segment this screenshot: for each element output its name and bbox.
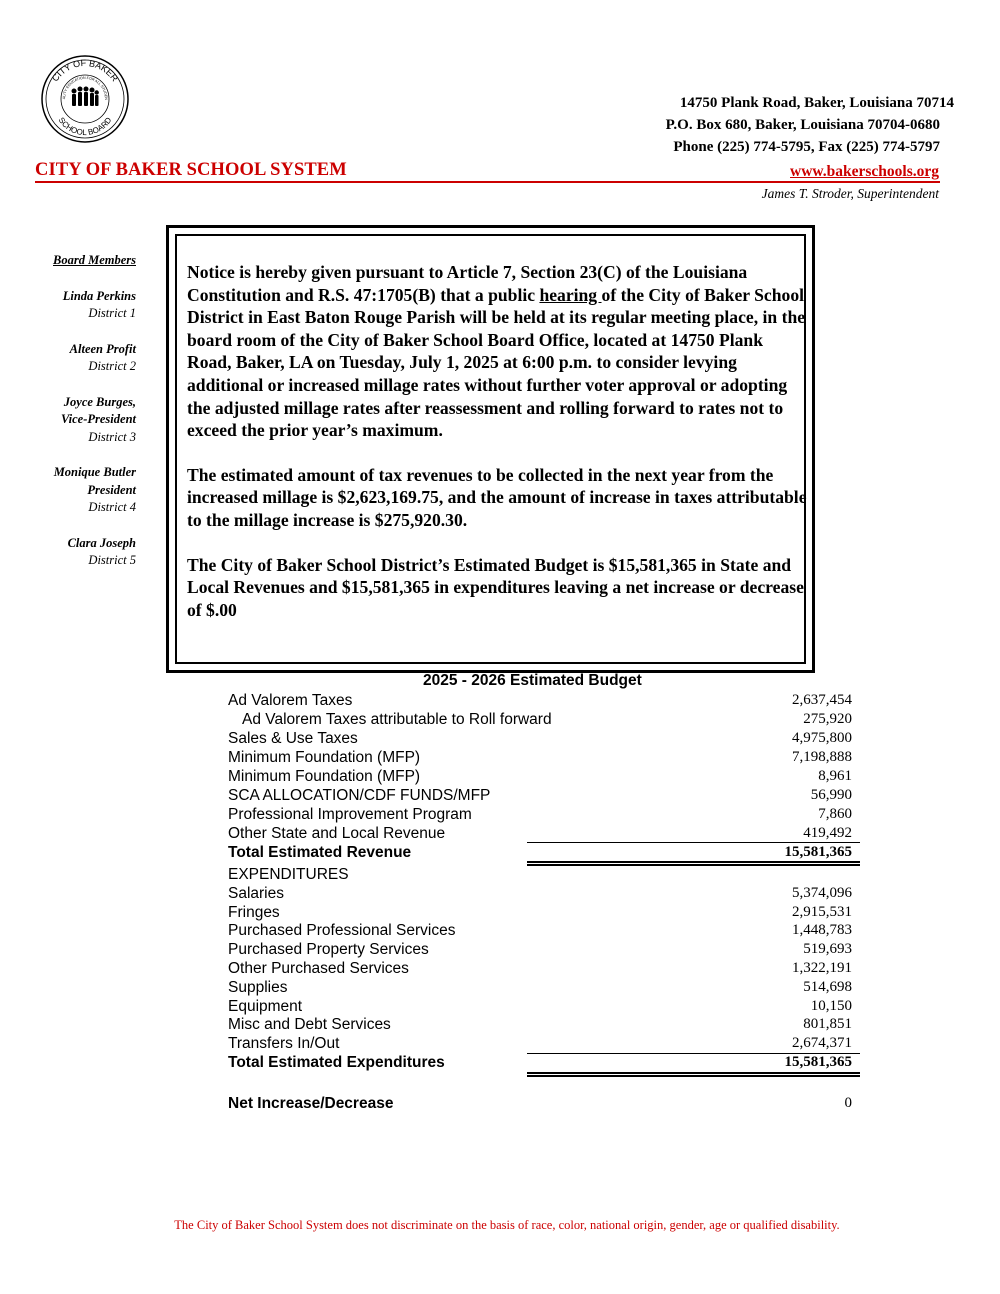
- row-value: 7,198,888: [792, 749, 852, 765]
- nondiscrimination-footer: [0, 1218, 1000, 1233]
- notice-paragraph-budget: The City of Baker School District’s Estimated Budget is $15,581,365 in State and Local Revenues and $15,581,365 in expenditures leaving a net increase or decrease of $.00: [187, 554, 804, 620]
- header-divider: [35, 181, 940, 183]
- subtotal-rule: [527, 842, 860, 843]
- row-value: 2,674,371: [792, 1035, 852, 1051]
- notice-underlined-word: hearing: [539, 284, 602, 305]
- row-label: Equipment: [228, 998, 303, 1015]
- expenditures-header: EXPENDITURES: [228, 866, 349, 883]
- seal-top-text: CITY OF BAKER: [49, 57, 121, 84]
- row-label: Sales & Use Taxes: [228, 730, 358, 747]
- row-label: Fringes: [228, 904, 280, 921]
- board-members-list: [20, 252, 136, 588]
- total-revenue-label: Total Estimated Revenue: [228, 844, 412, 861]
- total-revenue-value: 15,581,365: [784, 844, 852, 860]
- website-link[interactable]: www.bakerschools.org: [790, 163, 939, 180]
- total-double-rule: [527, 861, 860, 863]
- row-label: Professional Improvement Program: [228, 806, 472, 823]
- row-value: 801,851: [803, 1016, 852, 1032]
- table-row: [228, 1035, 860, 1054]
- board-member: [20, 288, 136, 323]
- member-district: District 3: [88, 429, 136, 444]
- row-value: 10,150: [810, 998, 852, 1014]
- svg-text:SCHOOL BOARD: [57, 116, 114, 138]
- row-label: Misc and Debt Services: [228, 1016, 391, 1033]
- member-name: Joyce Burges,: [63, 394, 136, 409]
- row-value: 1,448,783: [792, 922, 852, 938]
- organization-name: CITY OF BAKER SCHOOL SYSTEM: [35, 160, 347, 180]
- table-row: [228, 979, 860, 998]
- footer-text: The City of Baker School System does not discriminate on the basis of race, color, national origin, gender, age or qualified disability.: [174, 1218, 840, 1232]
- notice-text-part: Notice is hereby given pursuant to Article 7, Section 23(C) of the Louisiana Constitution and R.S. 47:1705(B) that a public: [187, 262, 748, 305]
- net-row: [228, 1095, 860, 1114]
- table-row: [228, 749, 860, 768]
- table-row: [228, 941, 860, 960]
- table-row: [228, 806, 860, 825]
- table-row: [228, 904, 860, 923]
- member-role: President: [87, 482, 136, 497]
- board-member: [20, 394, 136, 447]
- table-row: [228, 960, 860, 979]
- public-notice-text: [187, 261, 807, 643]
- total-expenditures-row: [228, 1054, 860, 1073]
- seal-bottom-text: SCHOOL BOARD: [56, 115, 114, 138]
- net-value: 0: [844, 1095, 852, 1111]
- table-row: [228, 787, 860, 806]
- row-label: Salaries: [228, 885, 284, 902]
- row-label: Purchased Property Services: [228, 941, 429, 958]
- board-members-header: Board Members: [53, 253, 136, 267]
- member-district: District 1: [88, 306, 136, 320]
- notice-paragraph-revenue: The estimated amount of tax revenues to be collected in the next year from the increased millage is $2,623,169.75, and the amount of increase in taxes attributable to the millage increase is $275,920.30.: [187, 464, 807, 530]
- public-notice-inner-border: [175, 234, 806, 664]
- budget-title: 2025 - 2026 Estimated Budget: [423, 672, 642, 689]
- member-district: District 4: [88, 500, 136, 514]
- row-label: SCA ALLOCATION/CDF FUNDS/MFP: [228, 787, 491, 804]
- member-name: Alteen Profit: [69, 341, 136, 356]
- row-label: Other Purchased Services: [228, 960, 409, 977]
- phone-fax: Phone (225) 774-5795, Fax (225) 774-5797: [673, 139, 940, 155]
- row-value: 2,637,454: [792, 692, 852, 708]
- row-value: 4,975,800: [792, 730, 852, 746]
- total-expenditures-label: Total Estimated Expenditures: [228, 1054, 445, 1071]
- row-value: 2,915,531: [792, 904, 852, 920]
- notice-paragraph-hearing: [187, 261, 807, 442]
- po-box-address: P.O. Box 680, Baker, Louisiana 70704-0680: [665, 117, 940, 133]
- member-district: District 5: [88, 553, 136, 567]
- member-district: District 2: [88, 359, 136, 373]
- row-value: 419,492: [803, 825, 852, 841]
- board-member: [20, 535, 136, 570]
- table-row: [228, 692, 860, 711]
- row-value: 56,990: [810, 787, 852, 803]
- table-row: [228, 922, 860, 941]
- public-notice-box: [166, 225, 815, 673]
- board-member: [20, 341, 136, 376]
- total-double-rule: [527, 1072, 860, 1074]
- total-double-rule: [527, 1075, 860, 1077]
- row-label: Ad Valorem Taxes: [228, 692, 353, 709]
- row-label: Purchased Professional Services: [228, 922, 456, 939]
- row-value: 514,698: [803, 979, 852, 995]
- superintendent-name: James T. Stroder, Superintendent: [761, 186, 939, 201]
- row-value: 275,920: [803, 711, 852, 727]
- row-value: 8,961: [818, 768, 852, 784]
- table-row: [228, 885, 860, 904]
- table-row: [228, 768, 860, 787]
- net-label: Net Increase/Decrease: [228, 1095, 394, 1112]
- row-value: 1,322,191: [792, 960, 852, 976]
- address-block: [666, 92, 954, 158]
- row-label: Supplies: [228, 979, 288, 996]
- member-name: Monique Butler: [53, 465, 136, 479]
- row-label: Other State and Local Revenue: [228, 825, 446, 842]
- member-name: Linda Perkins: [62, 288, 136, 303]
- row-label: Transfers In/Out: [228, 1035, 340, 1052]
- member-role: Vice-President: [61, 412, 136, 426]
- board-member: [20, 464, 136, 517]
- expenditures-header-row: [228, 866, 860, 885]
- school-board-seal: [40, 54, 130, 144]
- notice-text-part: of the City of Baker School District in East Baton Rouge Parish will be held at its regular meeting place, in the board room of the City of Baker School Board Office, located at 14750 Plank Road, Baker, LA on Tuesday, July 1, 2025 at 6:00 p.m. to consider levying additional or increased millage rates without further voter approval or adopting the adjusted millage rates after reassessment and rolling forward to rates not to exceed the prior year’s maximum.: [187, 284, 806, 441]
- total-expenditures-value: 15,581,365: [784, 1054, 852, 1070]
- table-row: [228, 711, 860, 730]
- street-address: 14750 Plank Road, Baker, Louisiana 70714: [679, 95, 954, 111]
- table-row: [228, 730, 860, 749]
- row-value: 519,693: [803, 941, 852, 957]
- table-row: [228, 998, 860, 1017]
- member-name: Clara Joseph: [67, 535, 136, 550]
- row-label: Minimum Foundation (MFP): [228, 749, 421, 766]
- table-row: [228, 1016, 860, 1035]
- row-value: 7,860: [818, 806, 852, 822]
- row-label: Ad Valorem Taxes attributable to Roll forward: [242, 711, 552, 728]
- row-value: 5,374,096: [792, 885, 852, 901]
- row-label: Minimum Foundation (MFP): [228, 768, 421, 785]
- seal-inner-text: ALITY EDUCATION FOR ALL STUDEN: [61, 75, 109, 100]
